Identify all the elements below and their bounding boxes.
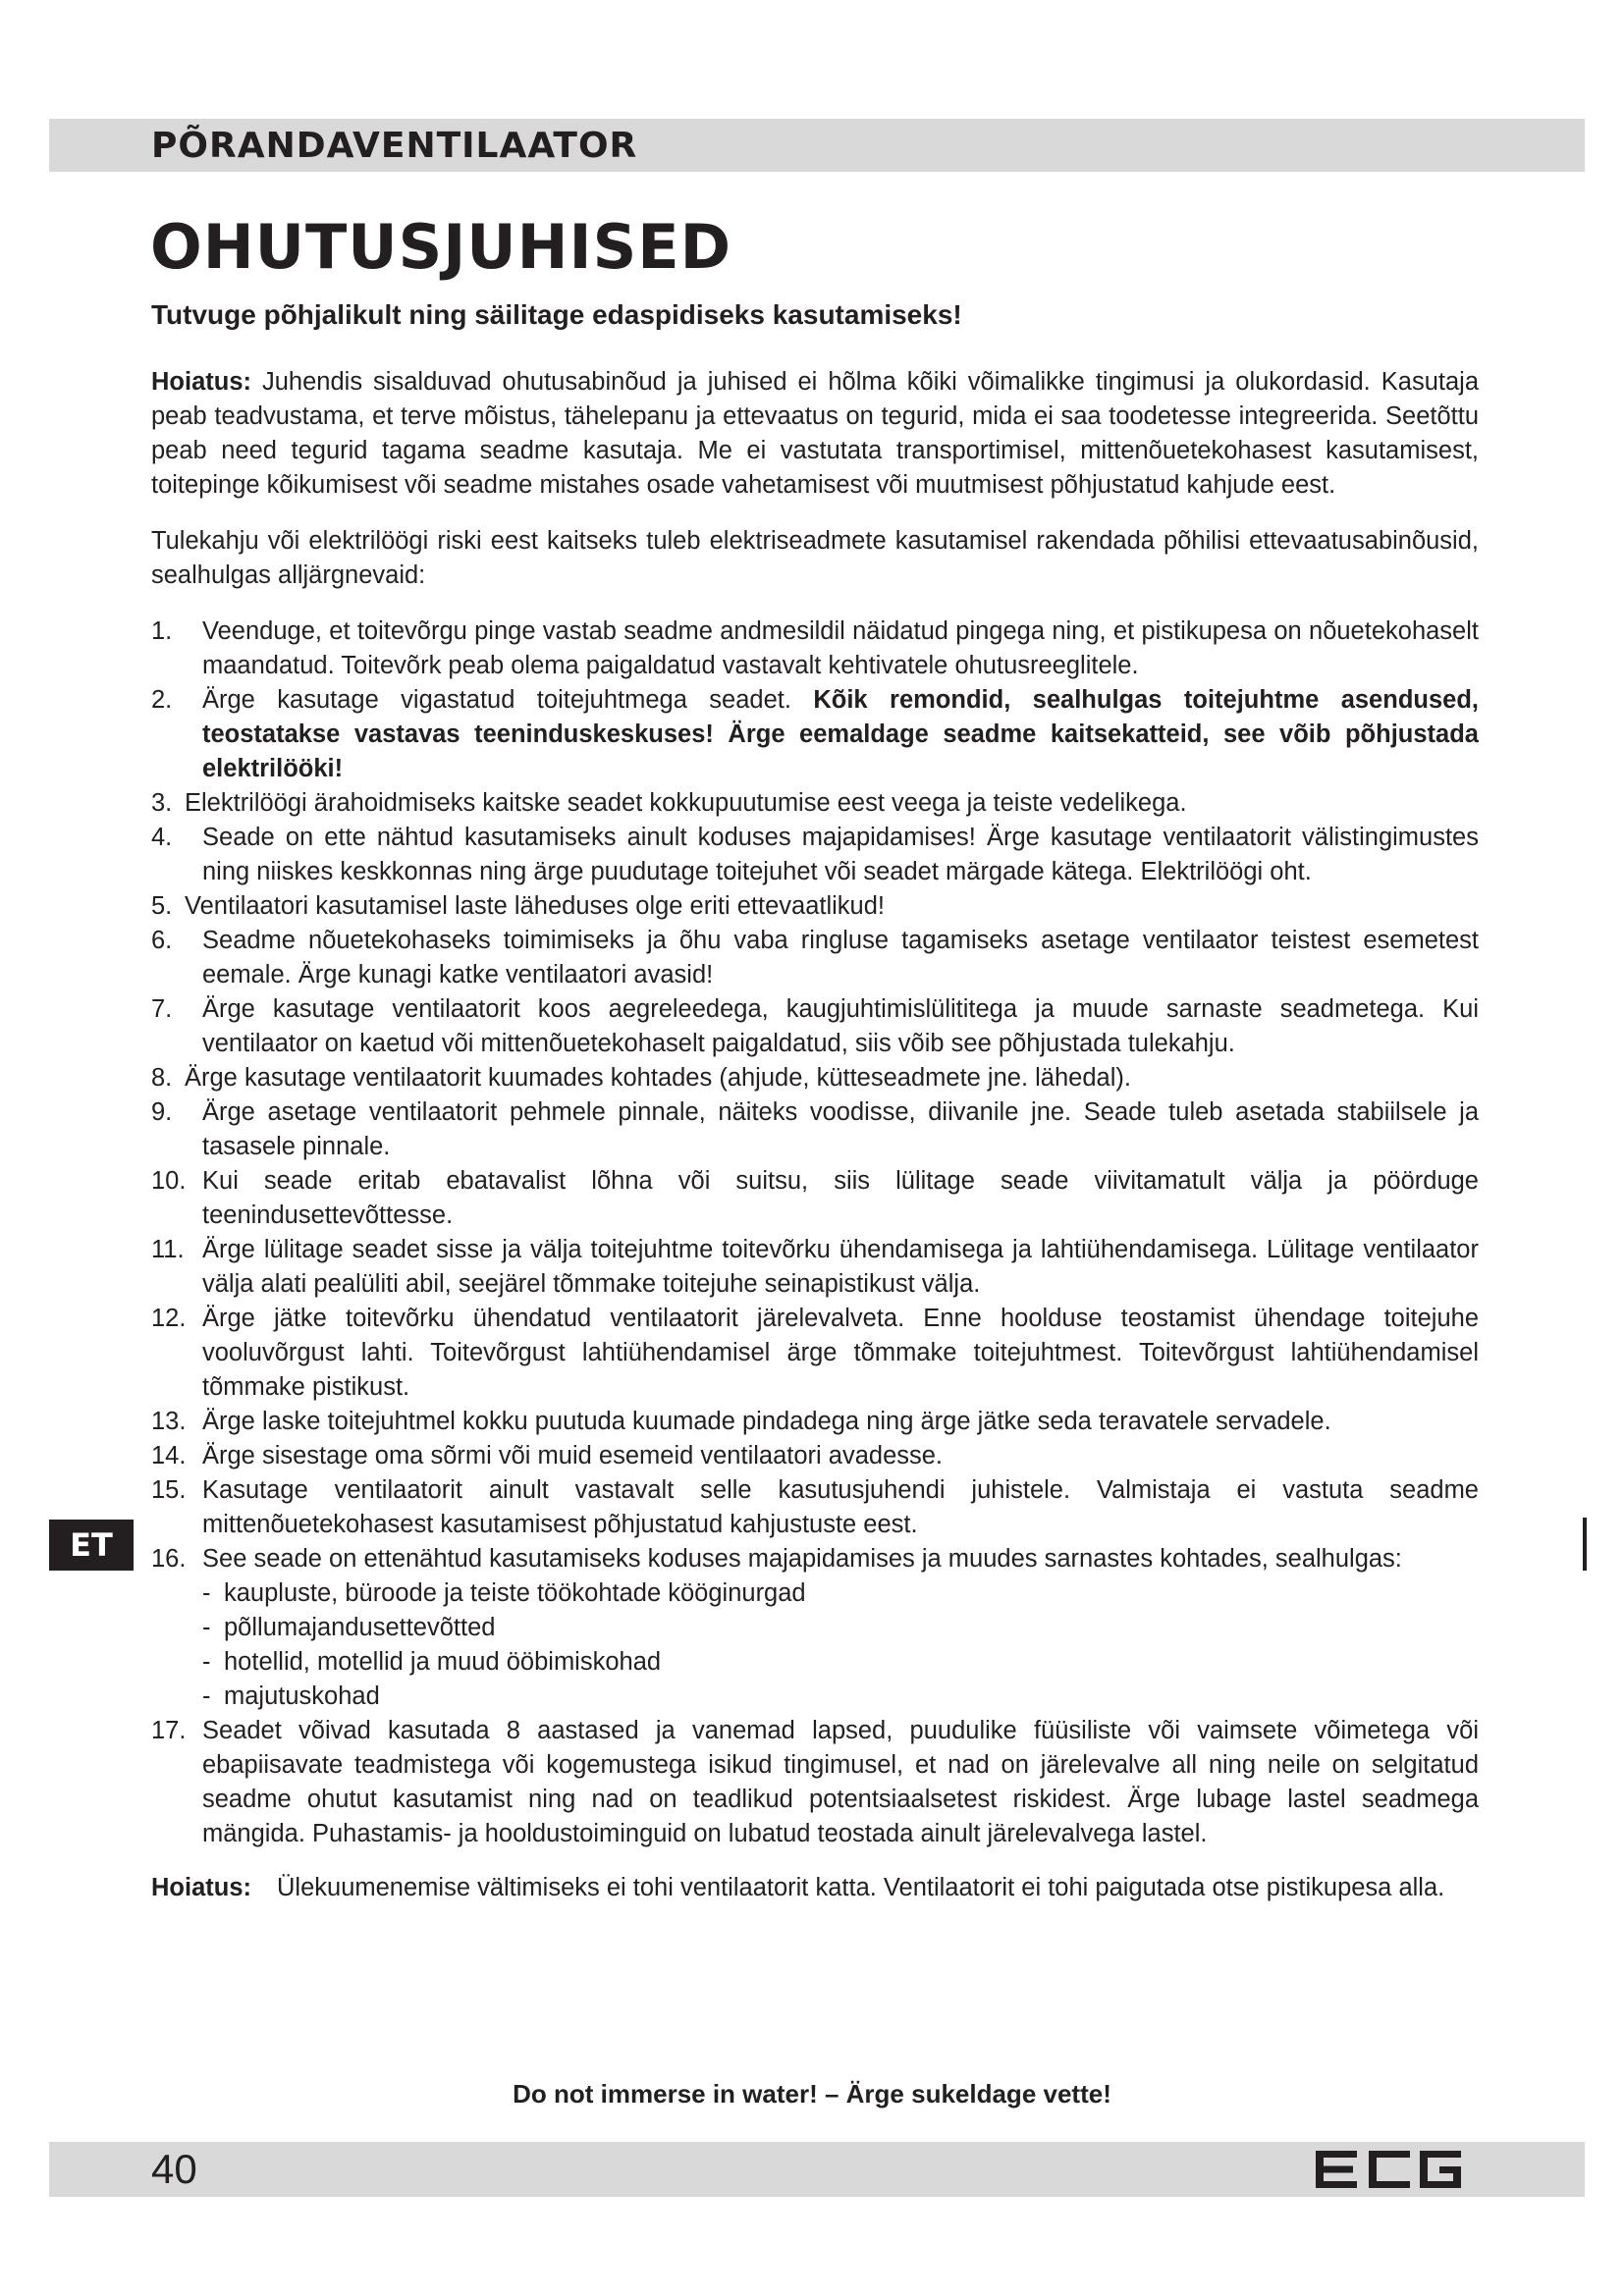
item-number: 10.	[151, 1167, 187, 1195]
item-number: 3.	[151, 789, 173, 817]
item-text: Kui seade eritab ebatavalist lõhna või suitsu, siis lülitage seade viivitamatult välja ja pöörduge teenindusettevõttesse.	[202, 1167, 1479, 1229]
list-item	[151, 1714, 1479, 1851]
item-text: Ventilaatori kasutamisel laste läheduses olge eriti ettevaatlikud!	[185, 892, 885, 920]
item-emphasis: Kõik remondid, sealhulgas toitejuhtme asendused, teostatakse vastavas teeninduskeskuses! Ärge eemaldage seadme kaitsekatteid, see võib põhjustada elektrilööki!	[202, 686, 1479, 782]
item-number: 7.	[151, 995, 173, 1023]
ecg-logo	[1316, 2149, 1463, 2190]
list-item	[151, 1302, 1479, 1405]
list-item	[151, 1233, 1479, 1302]
instruction-list	[151, 614, 1479, 1851]
final-warning	[151, 1871, 1479, 1905]
page-number: 40	[151, 2146, 197, 2192]
list-item	[151, 1439, 1479, 1473]
item-text: Kasutage ventilaatorit ainult vastavalt selle kasutusjuhendi juhistele. Valmistaja ei vastuta seadme mittenõuetekohasest kasutamisest põhjustatud kahjustuste eest.	[202, 1476, 1479, 1538]
item-number: 8.	[151, 1064, 173, 1092]
header-bar	[49, 119, 1585, 172]
item-text: Ärge kasutage vigastatud toitejuhtmega seadet.	[202, 686, 814, 714]
precautions-paragraph: Tulekahju või elektrilöögi riski eest kaitseks tuleb elektriseadmete kasutamisel rakendada põhilisi ettevaatusabinõusid, sealhulgas alljärgnevaid:	[151, 527, 1479, 589]
item-number: 4.	[151, 824, 173, 851]
item-text: Ärge asetage ventilaatorit pehmele pinnale, näiteks voodisse, diivanile jne. Seade tuleb asetada stabiilsele ja tasasele pinnale.	[202, 1098, 1479, 1160]
safety-instructions	[151, 365, 1479, 1905]
sub-item-text: põllumajandusettevõtted	[224, 1614, 496, 1641]
item-text: Ärge kasutage ventilaatorit koos aegreleedega, kaugjuhtimislülititega ja muude sarnaste seadmetega. Kui ventilaator on kaetud või mittenõuetekohaselt paigaldatud, siis võib see põhjustada tulekahju.	[202, 995, 1479, 1057]
list-item	[151, 1095, 1479, 1164]
item-number: 14.	[151, 1442, 187, 1469]
item-text: Seade on ette nähtud kasutamiseks ainult koduses majapidamises! Ärge kasutage ventilaatorit välistingimustes ning niiskes keskkonnas ning ärge puudutage toitejuhet või seadet märgade kätega. Elektrilöögi oht.	[202, 824, 1479, 885]
item-text: Ärge sisestage oma sõrmi või muid esemeid ventilaatori avadesse.	[202, 1442, 944, 1469]
list-item	[151, 1164, 1479, 1233]
list-item	[151, 924, 1479, 992]
item-number: 16.	[151, 1545, 187, 1573]
list-item	[151, 889, 1479, 924]
item-number: 9.	[151, 1098, 173, 1126]
dash-bullet: -	[202, 1648, 211, 1676]
item-text: Seadet võivad kasutada 8 aastased ja vanemad lapsed, puudulike füüsiliste või vaimsete võimetega või ebapiisavate teadmistega või kogemustega isikud tingimusel, et nad on järelevalve all ning neile on selgitatud seadme ohutut kasutamist ning nad on teadlikud potentsiaalsetest riskidest. Ärge lubage lastel seadmega mängida. Puhastamis- ja hooldustoiminguid on lubatud teostada ainult järelevalvega lastel.	[202, 1717, 1479, 1847]
sub-list	[202, 1576, 1479, 1714]
list-item	[151, 1061, 1479, 1095]
item-text: See seade on ettenähtud kasutamiseks koduses majapidamises ja muudes sarnastes kohtades, sealhulgas:	[202, 1545, 1402, 1573]
item-number: 17.	[151, 1717, 187, 1744]
list-item	[151, 614, 1479, 683]
item-text: Ärge lülitage seadet sisse ja välja toitejuhtme toitevõrku ühendamisega ja lahtiühendamisega. Lülitage ventilaator välja alati pealüliti abil, seejärel tõmmake toitejuhe seinapistikust välja.	[202, 1236, 1479, 1298]
list-item	[151, 786, 1479, 821]
list-item	[151, 1473, 1479, 1542]
language-tag: ET	[49, 1520, 134, 1571]
item-number: 15.	[151, 1476, 187, 1504]
list-item	[151, 992, 1479, 1061]
item-text: Seadme nõuetekohaseks toimimiseks ja õhu vaba ringluse tagamiseks asetage ventilaator teistest esemetest eemale. Ärge kunagi katke ventilaatori avasid!	[202, 927, 1479, 988]
sub-list-item	[202, 1645, 1479, 1680]
list-item	[151, 821, 1479, 889]
water-warning: Do not immerse in water! – Ärge sukeldage vette!	[513, 2079, 1111, 2109]
item-number: 1.	[151, 617, 173, 645]
subtitle: Tutvuge põhjalikult ning säilitage edaspidiseks kasutamiseks!	[151, 299, 962, 330]
item-text: Ärge jätke toitevõrku ühendatud ventilaatorit järelevalveta. Enne hoolduse teostamist ühendage toitejuhe vooluvõrgust lahti. Toitevõrgust lahtiühendamisel ärge tõmmake toitejuhtmest. Toitevõrgust lahtiühendamisel tõmmake pistikust.	[202, 1305, 1479, 1401]
sub-item-text: hotellid, motellid ja muud ööbimiskohad	[224, 1648, 662, 1676]
item-text: Veenduge, et toitevõrgu pinge vastab seadme andmesildil näidatud pingega ning, et pistikupesa on nõuetekohaselt maandatud. Toitevõrk peab olema paigaldatud vastavalt kehtivatele ohutusreeglitele.	[202, 617, 1479, 679]
footer-bar	[49, 2142, 1585, 2197]
item-number: 5.	[151, 892, 173, 920]
dash-bullet: -	[202, 1682, 211, 1710]
sub-item-text: kaupluste, büroode ja teiste töökohtade kööginurgad	[224, 1579, 806, 1607]
warning-label: Hoiatus:	[151, 1874, 251, 1901]
item-number: 12.	[151, 1305, 187, 1332]
sub-item-text: majutuskohad	[224, 1682, 380, 1710]
item-number: 11.	[151, 1236, 185, 1263]
item-number: 6.	[151, 927, 173, 954]
final-warning-text: Ülekuumenemise vältimiseks ei tohi ventilaatorit katta. Ventilaatorit ei tohi paigutada otse pistikupesa alla.	[277, 1874, 1445, 1901]
item-text: Ärge kasutage ventilaatorit kuumades kohtades (ahjude, kütteseadmete jne. lähedal).	[185, 1064, 1131, 1092]
list-item	[151, 1542, 1479, 1714]
margin-marker	[1583, 1518, 1587, 1571]
item-text: Elektrilöögi ärahoidmiseks kaitske seadet kokkupuutumise eest veega ja teiste vedelikega.	[185, 789, 1187, 817]
list-item	[151, 683, 1479, 786]
item-text: Ärge laske toitejuhtmel kokku puutuda kuumade pindadega ning ärge jätke seda teravatele servadele.	[202, 1408, 1331, 1435]
intro-paragraph	[151, 365, 1479, 503]
product-title: PÕRANDAVENTILAATOR	[151, 126, 638, 166]
dash-bullet: -	[202, 1614, 211, 1641]
sub-list-item	[202, 1576, 1479, 1611]
sub-list-item	[202, 1611, 1479, 1645]
dash-bullet: -	[202, 1579, 211, 1607]
item-number: 13.	[151, 1408, 187, 1435]
warning-label: Hoiatus:	[151, 368, 251, 396]
list-item	[151, 1405, 1479, 1439]
sub-list-item	[202, 1680, 1479, 1714]
page-title: OHUTUSJUHISED	[150, 211, 732, 283]
intro-text: Juhendis sisalduvad ohutusabinõud ja juhised ei hõlma kõiki võimalikke tingimusi ja olukordasid. Kasutaja peab teadvustama, et terve mõistus, tähelepanu ja ettevaatus on tegurid, mida ei saa toodetesse integreerida. Seetõttu peab need tegurid tagama seadme kasutaja. Me ei vastutata transportimisel, mittenõuetekohasest kasutamisest, toitepinge kõikumisest või seadme mistahes osade vahetamisest või muutmisest põhjustatud kahjude eest.	[151, 368, 1479, 499]
item-number: 2.	[151, 686, 173, 714]
